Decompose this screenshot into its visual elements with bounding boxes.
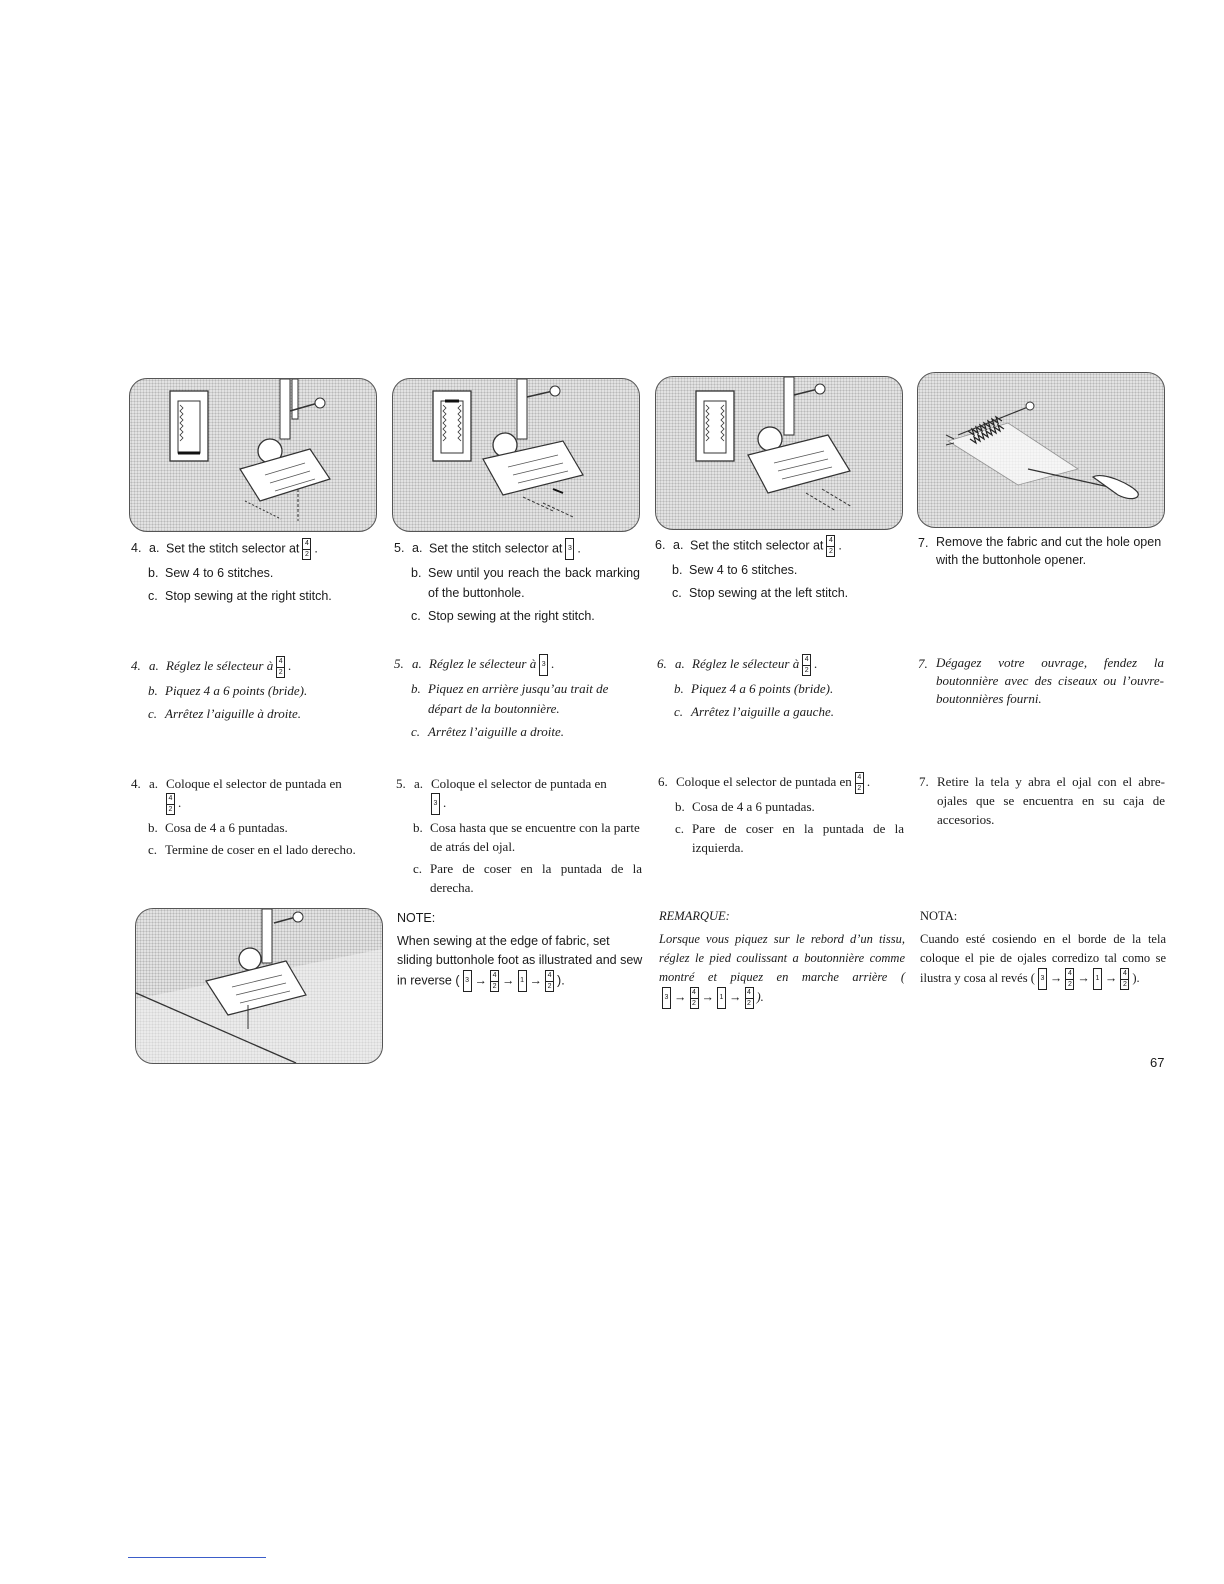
note-en-title: NOTE: — [397, 911, 436, 925]
step-5-es: 5. a. Coloque el selector de puntada en 3 . b. Cosa hasta que se encuentre con la parte de atrás del ojal. c. Pare de coser en la puntada de la derecha. — [396, 776, 642, 896]
selector-symbol-3: 3 — [539, 654, 548, 676]
step-6-fr: 6. a. Réglez le sélecteur à $\frac{4}{2}$ . b. Piquez 4 a 6 points (bride). c. Arrêtez l’aiguille a gauche. — [657, 656, 834, 720]
selector-symbol-4-2: $\frac{4}{2}$ — [826, 535, 835, 557]
note-es-body: Cuando esté cosiendo en el borde de la tela coloque el pie de ojales corredizo tal como se ilustra y cosa al revés ( 3 → $\frac{4}{2}$ → 1 → $\frac{4}{2}$ ). — [920, 930, 1166, 990]
step-7-es: 7. Retire la tela y abra el ojal con el abre-ojales que se encuentra en su caja de accesorios. — [919, 774, 1165, 827]
selector-symbol-4-2: $\frac{4}{2}$ — [802, 654, 811, 676]
illustration-step-6 — [655, 376, 903, 530]
selector-sequence: 3 → $\frac{4}{2}$ → 1 → $\frac{4}{2}$ — [1035, 968, 1133, 990]
step-4-es: 4. a. Coloque el selector de puntada en $\frac{4}{2}$ . b. Cosa de 4 a 6 puntadas. c. Termine de coser en el lado derecho. — [131, 776, 356, 858]
selector-symbol-4-2: $\frac{4}{2}$ — [302, 538, 311, 560]
note-en — [397, 909, 643, 992]
footer-rule — [128, 1557, 266, 1558]
selector-symbol-3: 3 — [565, 538, 574, 560]
selector-sequence: 3 → $\frac{4}{2}$ → 1 → $\frac{4}{2}$ — [659, 987, 757, 1009]
illustration-step-7 — [917, 372, 1165, 528]
illustration-edge-note — [135, 908, 383, 1064]
selector-symbol-4-2: $\frac{4}{2}$ — [166, 793, 175, 815]
step-7-en: 7. Remove the fabric and cut the hole open with the buttonhole opener. — [918, 535, 1162, 567]
step-5-fr: 5. a. Réglez le sélecteur à 3 . b. Piquez en arrière jusqu’au trait de départ de la boutonnière. c. Arrêtez l’aiguille a droite. — [394, 656, 609, 740]
note-fr-title: REMARQUE: — [659, 909, 730, 923]
step-6-es: 6. Coloque el selector de puntada en $\frac{4}{2}$ . b. Cosa de 4 a 6 puntadas. c. Pare de coser en la puntada de la izquierda. — [658, 774, 904, 856]
note-es — [920, 907, 1166, 990]
step-5-en: 5. a. Set the stitch selector at 3 . b. Sew until you reach the back marking of the buttonhole. c. Stop sewing at the right stitch. — [394, 538, 642, 629]
selector-symbol-3: 3 — [431, 793, 440, 815]
page-number: 67 — [1150, 1055, 1165, 1070]
step-7-fr: 7. Dégagez votre ouvrage, fendez la boutonnière avec des ciseaux ou l’ouvre-boutonnières fourni. — [918, 655, 1164, 706]
step-6-en: 6. a. Set the stitch selector at $\frac{4}{2}$ . b. Sew 4 to 6 stitches. c. Stop sewing at the left stitch. — [655, 537, 849, 600]
illustration-step-5 — [392, 378, 640, 532]
note-fr — [659, 907, 905, 1009]
step-4-en: 4. a. Set the stitch selector at $\frac{4}{2}$ . b. Sew 4 to 6 stitches. c. Stop sewing at the right stitch. — [131, 540, 332, 603]
selector-symbol-4-2: $\frac{4}{2}$ — [276, 656, 285, 678]
selector-symbol-4-2: $\frac{4}{2}$ — [855, 772, 864, 794]
step-4-fr: 4. a. Réglez le sélecteur à $\frac{4}{2}$ . b. Piquez 4 a 6 points (bride). c. Arrêtez l’aiguille à droite. — [131, 658, 308, 722]
note-es-title: NOTA: — [920, 909, 958, 923]
note-fr-body: Lorsque vous piquez sur le rebord d’un tissu, réglez le pied coulissant a boutonnière comme montré et piquez en marche arrière ( 3 → $\frac{4}{2}$ → 1 → $\frac{4}{2}$ ). — [659, 930, 905, 1009]
note-en-body: When sewing at the edge of fabric, set sliding buttonhole foot as illustrated and sew in reverse ( 3 → $\frac{4}{2}$ → 1 → $\frac{4}{2}$ ). — [397, 932, 643, 992]
selector-sequence: 3 → $\frac{4}{2}$ → 1 → $\frac{4}{2}$ — [460, 970, 558, 992]
illustration-step-4 — [129, 378, 377, 532]
